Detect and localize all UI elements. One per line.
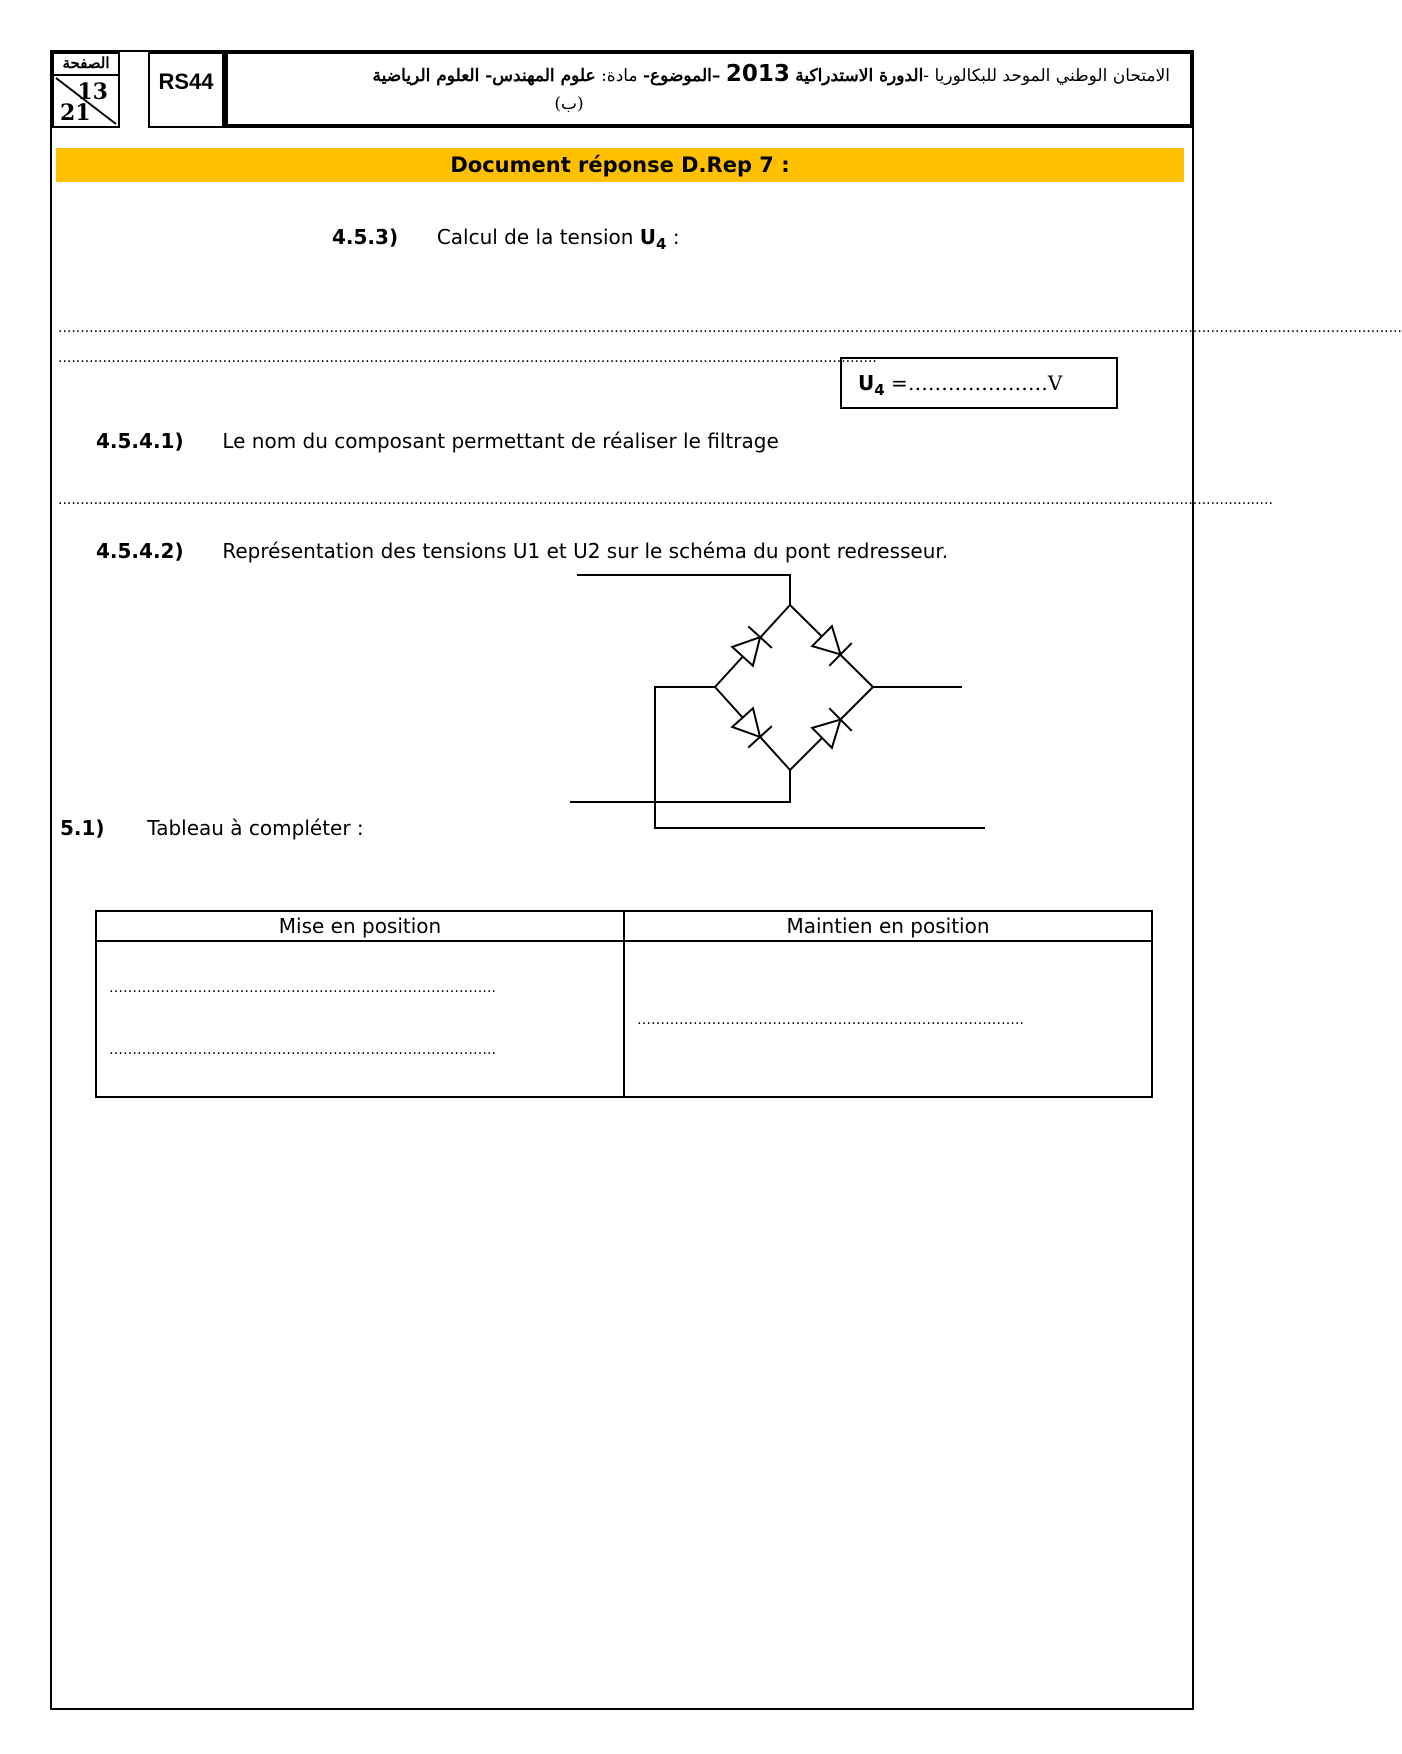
table-row xyxy=(96,941,1152,1097)
question-4-5-3: 4.5.3) Calcul de la tension $U_4$ : xyxy=(332,225,680,253)
question-4-5-4-1: 4.5.4.1) Le nom du composant permettant de réaliser le filtrage xyxy=(96,429,779,453)
top-wire xyxy=(577,575,790,605)
bridge-rectifier-diagram[interactable] xyxy=(570,570,990,840)
right-cell-dots-1: ……………………………………………………………………….. xyxy=(637,1012,1024,1028)
table-header-row xyxy=(96,911,1152,941)
question-4-5-4-2: 4.5.4.2) Représentation des tensions U1 et U2 sur le schéma du pont redresseur. xyxy=(96,539,949,563)
left-loop-wire xyxy=(655,687,985,828)
filter-answer-dots[interactable]: ................................................................................................................................................................................................................................................................................. xyxy=(58,492,1273,508)
exam-code: RS44 xyxy=(148,52,226,128)
page-total: 21 xyxy=(60,100,91,126)
question-5-1: 5.1) Tableau à compléter : xyxy=(60,816,364,840)
page-frame xyxy=(50,50,1402,1710)
exam-title-line1: الامتحان الوطني الموحد للبكالوريا -الدورة الاستدراكية 2013 –الموضوع- مادة: علوم المهندس- العلوم الرياضية xyxy=(372,61,1170,87)
answer-dots-line-2[interactable]: ........................................................................................................................................................................................ xyxy=(58,350,877,366)
position-table xyxy=(95,910,1153,1098)
u4-answer-box[interactable]: $U_4$ =…………………V xyxy=(840,357,1118,409)
left-cell-dots-1: ……………………………………………………………………….. xyxy=(109,980,496,996)
page-number: 13 xyxy=(77,79,108,105)
cell-maintien-en-position[interactable] xyxy=(624,941,1152,1097)
page-number-box xyxy=(52,52,120,128)
page-label: الصفحة xyxy=(54,54,118,76)
header-mise-en-position: Mise en position xyxy=(96,911,624,941)
bottom-wire xyxy=(570,770,790,802)
answer-dots-line-1[interactable]: .............................................................................................................................................................................................................................................................................................................. xyxy=(58,320,1402,336)
header-maintien-en-position: Maintien en position xyxy=(624,911,1152,941)
cell-mise-en-position[interactable] xyxy=(96,941,624,1097)
section-banner: Document réponse D.Rep 7 : xyxy=(56,148,1184,182)
left-cell-dots-2: ……………………………………………………………………….. xyxy=(109,1042,496,1058)
exam-title-line2: (ب) xyxy=(554,94,584,114)
diode-bottom-left xyxy=(731,707,772,748)
exam-title xyxy=(226,52,1192,128)
